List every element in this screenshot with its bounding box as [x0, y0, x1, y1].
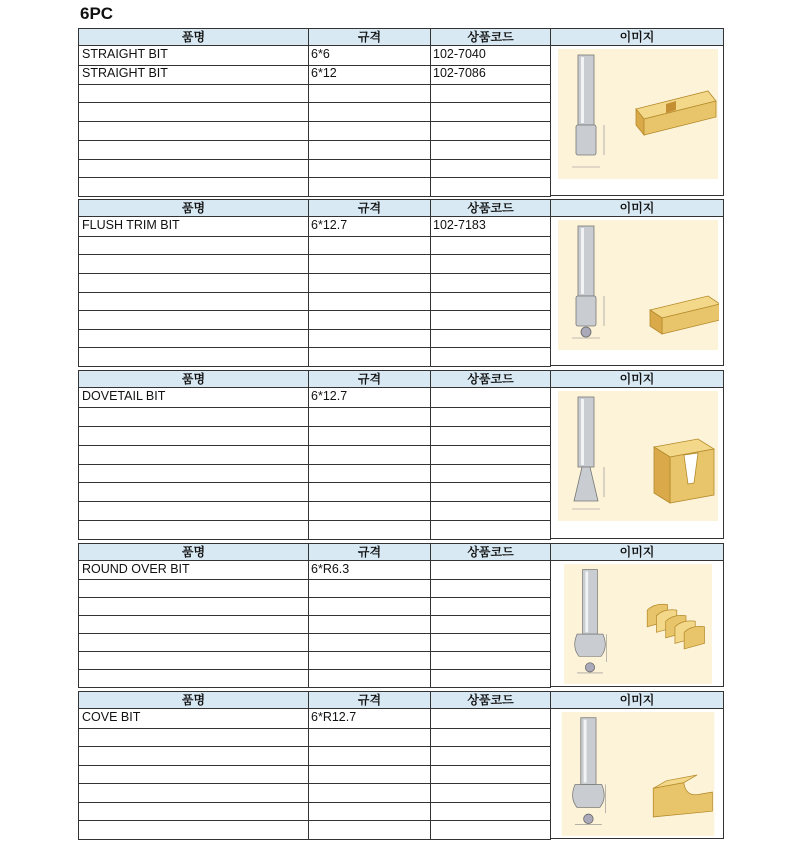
table-cell-name: ROUND OVER BIT: [78, 561, 309, 580]
empty-cell: [308, 445, 431, 465]
column-header-code: 상품코드: [430, 370, 551, 388]
table-cell-name: DOVETAIL BIT: [78, 388, 309, 408]
empty-cell: [308, 651, 431, 670]
empty-cell: [78, 140, 309, 160]
empty-cell: [78, 651, 309, 670]
table-cell-code: 102-7086: [430, 65, 551, 85]
empty-cell: [78, 520, 309, 540]
product-image-cell: [550, 46, 724, 196]
column-header-name: 품명: [78, 28, 309, 46]
column-header-code: 상품코드: [430, 543, 551, 561]
product-section: [78, 199, 723, 366]
empty-cell: [430, 501, 551, 521]
column-header-name: 품명: [78, 543, 309, 561]
empty-cell: [78, 177, 309, 197]
empty-cell: [430, 728, 551, 748]
empty-cell: [308, 102, 431, 122]
column-header-code: 상품코드: [430, 28, 551, 46]
empty-cell: [78, 159, 309, 179]
column-header-code: 상품코드: [430, 691, 551, 709]
empty-cell: [308, 501, 431, 521]
empty-cell: [78, 633, 309, 652]
empty-cell: [78, 236, 309, 256]
empty-cell: [308, 765, 431, 785]
empty-cell: [78, 292, 309, 312]
empty-cell: [78, 820, 309, 840]
empty-cell: [308, 597, 431, 616]
column-header-image: 이미지: [550, 28, 724, 46]
empty-cell: [430, 84, 551, 104]
product-section: [78, 543, 723, 687]
empty-cell: [430, 651, 551, 670]
empty-cell: [430, 765, 551, 785]
empty-cell: [430, 426, 551, 446]
table-cell-code: 102-7040: [430, 46, 551, 66]
empty-cell: [308, 783, 431, 803]
empty-cell: [308, 464, 431, 484]
empty-cell: [430, 746, 551, 766]
empty-cell: [430, 310, 551, 330]
empty-cell: [308, 407, 431, 427]
empty-cell: [430, 520, 551, 540]
empty-cell: [430, 329, 551, 349]
empty-cell: [308, 728, 431, 748]
empty-cell: [308, 669, 431, 688]
table-cell-name: FLUSH TRIM BIT: [78, 217, 309, 237]
empty-cell: [308, 84, 431, 104]
empty-cell: [308, 347, 431, 367]
product-image-cell: [550, 709, 724, 839]
empty-cell: [308, 292, 431, 312]
empty-cell: [78, 121, 309, 141]
empty-cell: [78, 501, 309, 521]
table-cell-spec: 6*12: [308, 65, 431, 85]
empty-cell: [308, 254, 431, 274]
empty-cell: [308, 310, 431, 330]
product-section: [78, 28, 723, 196]
column-header-code: 상품코드: [430, 199, 551, 217]
empty-cell: [78, 728, 309, 748]
empty-cell: [308, 579, 431, 598]
empty-cell: [78, 802, 309, 822]
empty-cell: [430, 783, 551, 803]
table-cell-code: 102-7183: [430, 217, 551, 237]
empty-cell: [78, 329, 309, 349]
product-image-cell: [550, 217, 724, 366]
empty-cell: [308, 820, 431, 840]
empty-cell: [78, 347, 309, 367]
table-cell-code: [430, 709, 551, 729]
page-title: 6PC: [80, 4, 114, 23]
empty-cell: [430, 273, 551, 293]
empty-cell: [430, 177, 551, 197]
empty-cell: [78, 482, 309, 502]
empty-cell: [308, 482, 431, 502]
column-header-image: 이미지: [550, 199, 724, 217]
table-cell-spec: 6*R12.7: [308, 709, 431, 729]
empty-cell: [78, 102, 309, 122]
empty-cell: [78, 669, 309, 688]
empty-cell: [430, 254, 551, 274]
empty-cell: [78, 464, 309, 484]
empty-cell: [78, 597, 309, 616]
empty-cell: [308, 236, 431, 256]
empty-cell: [308, 140, 431, 160]
empty-cell: [430, 482, 551, 502]
empty-cell: [78, 407, 309, 427]
empty-cell: [308, 273, 431, 293]
product-image-cell: [550, 388, 724, 539]
column-header-name: 품명: [78, 370, 309, 388]
table-cell-name: STRAIGHT BIT: [78, 65, 309, 85]
column-header-spec: 규격: [308, 28, 431, 46]
empty-cell: [430, 121, 551, 141]
empty-cell: [308, 520, 431, 540]
table-cell-spec: 6*12.7: [308, 217, 431, 237]
empty-cell: [430, 159, 551, 179]
empty-cell: [78, 84, 309, 104]
product-image-cell: [550, 561, 724, 687]
column-header-spec: 규격: [308, 691, 431, 709]
column-header-spec: 규격: [308, 199, 431, 217]
empty-cell: [430, 820, 551, 840]
empty-cell: [78, 783, 309, 803]
empty-cell: [430, 579, 551, 598]
empty-cell: [308, 746, 431, 766]
empty-cell: [430, 633, 551, 652]
empty-cell: [308, 121, 431, 141]
empty-cell: [308, 633, 431, 652]
empty-cell: [78, 765, 309, 785]
empty-cell: [430, 407, 551, 427]
empty-cell: [430, 445, 551, 465]
cove-bit-icon: [557, 712, 719, 836]
empty-cell: [430, 292, 551, 312]
empty-cell: [78, 273, 309, 293]
empty-cell: [78, 445, 309, 465]
empty-cell: [430, 140, 551, 160]
product-section: [78, 691, 723, 839]
empty-cell: [430, 236, 551, 256]
table-cell-name: COVE BIT: [78, 709, 309, 729]
empty-cell: [430, 464, 551, 484]
column-header-name: 품명: [78, 199, 309, 217]
column-header-image: 이미지: [550, 543, 724, 561]
table-cell-code: [430, 561, 551, 580]
table-cell-name: STRAIGHT BIT: [78, 46, 309, 66]
empty-cell: [78, 746, 309, 766]
empty-cell: [430, 802, 551, 822]
empty-cell: [308, 802, 431, 822]
column-header-spec: 규격: [308, 370, 431, 388]
empty-cell: [308, 615, 431, 634]
table-cell-code: [430, 388, 551, 408]
empty-cell: [430, 669, 551, 688]
empty-cell: [78, 426, 309, 446]
empty-cell: [430, 597, 551, 616]
empty-cell: [308, 426, 431, 446]
empty-cell: [78, 254, 309, 274]
flush-trim-bit-icon: [557, 220, 719, 350]
empty-cell: [430, 615, 551, 634]
column-header-name: 품명: [78, 691, 309, 709]
table-cell-spec: 6*R6.3: [308, 561, 431, 580]
column-header-image: 이미지: [550, 691, 724, 709]
round-over-bit-icon: [557, 564, 719, 684]
column-header-image: 이미지: [550, 370, 724, 388]
column-header-spec: 규격: [308, 543, 431, 561]
empty-cell: [78, 579, 309, 598]
empty-cell: [430, 347, 551, 367]
empty-cell: [308, 177, 431, 197]
dovetail-bit-icon: [557, 391, 719, 521]
empty-cell: [308, 159, 431, 179]
empty-cell: [78, 615, 309, 634]
product-section: [78, 370, 723, 539]
table-cell-spec: 6*12.7: [308, 388, 431, 408]
empty-cell: [78, 310, 309, 330]
empty-cell: [308, 329, 431, 349]
straight-bit-icon: [557, 49, 719, 179]
table-cell-spec: 6*6: [308, 46, 431, 66]
empty-cell: [430, 102, 551, 122]
